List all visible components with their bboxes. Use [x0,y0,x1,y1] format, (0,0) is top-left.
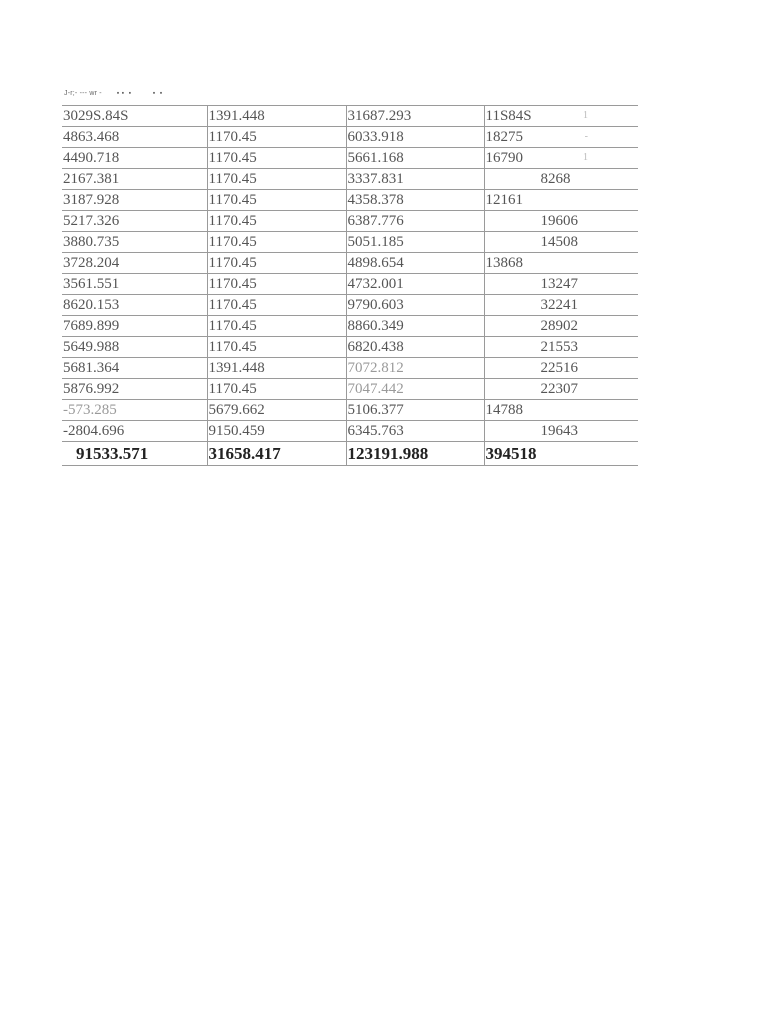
cell-value: 5679.662 [208,402,265,418]
cell-c2 [207,148,346,169]
table-row [62,253,638,274]
cell-c3 [346,421,484,442]
cell-value: 12161 [485,192,523,208]
cell-c2 [207,253,346,274]
cell-value: 14788 [485,402,523,418]
cell-c2 [207,169,346,190]
cell-value: 1170.45 [208,192,257,208]
cell-value: 7072.812 [347,360,404,376]
cell-value: 16790 [485,150,523,166]
cell-c4 [484,400,638,421]
cell-value: 5661.168 [347,150,404,166]
total-c2: 31658.417 [207,442,346,466]
table-row [62,169,638,190]
stray-mark: - [584,131,588,142]
table-row [62,421,638,442]
cell-value: 1170.45 [208,276,257,292]
cell-value: 1170.45 [208,381,257,397]
table-row [62,358,638,379]
cell-c2 [207,106,346,127]
cell-c4 [484,106,638,127]
cell-c4 [484,295,638,316]
cell-value: 1170.45 [208,150,257,166]
cell-c1 [62,400,207,421]
cell-value: 9150.459 [208,423,265,439]
table-row [62,211,638,232]
cell-c1 [62,337,207,358]
cell-c4 [484,211,638,232]
cell-c4 [484,358,638,379]
cell-c3 [346,295,484,316]
cell-c3 [346,106,484,127]
cell-c3 [346,211,484,232]
cell-value: 3337.831 [347,171,404,187]
cell-c3 [346,169,484,190]
cell-value: 32241 [540,297,578,313]
cell-value: 1170.45 [208,297,257,313]
cell-value: 4732.001 [347,276,404,292]
cell-c4 [484,232,638,253]
cell-value: 3728.204 [63,255,120,271]
cell-c3 [346,337,484,358]
cell-value: 28902 [540,318,578,334]
cell-c1 [62,295,207,316]
cell-value: 1170.45 [208,318,257,334]
cell-value: 3880.735 [63,234,120,250]
cell-c2 [207,295,346,316]
cell-value: 3561.551 [63,276,120,292]
total-c1: 91533.571 [62,442,207,466]
table-row [62,400,638,421]
cell-c3 [346,358,484,379]
cell-c3 [346,148,484,169]
cell-c3 [346,190,484,211]
cell-value: 7047.442 [347,381,404,397]
total-c3: 123191.988 [346,442,484,466]
cell-value: 1391.448 [208,360,265,376]
table-row [62,295,638,316]
cell-value: 4358.378 [347,192,404,208]
cell-value: 21553 [540,339,578,355]
table-row [62,379,638,400]
cell-c2 [207,358,346,379]
cell-value: 22307 [540,381,578,397]
cell-c3 [346,316,484,337]
cell-c1 [62,232,207,253]
cell-value: 5051.185 [347,234,404,250]
table-row [62,127,638,148]
cell-value: 1170.45 [208,171,257,187]
cell-value: 5106.377 [347,402,404,418]
cell-c2 [207,316,346,337]
cell-c4 [484,421,638,442]
cell-value: 6387.776 [347,213,404,229]
cell-value: 5876.992 [63,381,120,397]
cell-value: 1170.45 [208,255,257,271]
cell-value: 8860.349 [347,318,404,334]
cell-c2 [207,337,346,358]
cell-value: 22516 [540,360,578,376]
cell-value: 1391.448 [208,108,265,124]
cell-c1 [62,211,207,232]
cell-value: 11S84S [485,108,532,124]
cell-value: 19643 [540,423,578,439]
cell-c1 [62,169,207,190]
cell-value: 13247 [540,276,578,292]
cell-c3 [346,253,484,274]
cell-value: -2804.696 [63,423,125,439]
cell-value: 6345.763 [347,423,404,439]
cell-c1 [62,148,207,169]
cell-c3 [346,400,484,421]
cell-c2 [207,400,346,421]
cell-value: 2167.381 [63,171,120,187]
cell-c2 [207,190,346,211]
cell-c1 [62,127,207,148]
cell-value: 8620.153 [63,297,120,313]
cell-c1 [62,190,207,211]
cell-value: 4863.468 [63,129,120,145]
cell-value: 4898.654 [347,255,404,271]
cell-c2 [207,232,346,253]
cell-c4 [484,274,638,295]
cell-c3 [346,379,484,400]
cell-value: 8268 [540,171,571,187]
cell-c3 [346,274,484,295]
cell-c3 [346,127,484,148]
cell-c4 [484,190,638,211]
cell-value: 3029S.84S [63,108,129,124]
cell-c2 [207,127,346,148]
table-row [62,106,638,127]
cell-value: -573.285 [63,402,117,418]
cell-c4 [484,148,638,169]
cell-value: 13868 [485,255,523,271]
totals-row [62,442,638,466]
stray-mark: 1 [583,152,588,163]
cell-value: 5217.326 [63,213,120,229]
data-table [62,105,638,466]
cell-value: 5649.988 [63,339,120,355]
cell-c1 [62,274,207,295]
cell-c4 [484,379,638,400]
table-row [62,274,638,295]
cell-c2 [207,211,346,232]
stray-mark: 1 [583,110,588,121]
cell-value: 9790.603 [347,297,404,313]
table-row [62,337,638,358]
cell-value: 7689.899 [63,318,120,334]
cell-value: 31687.293 [347,108,412,124]
cell-value: 1170.45 [208,234,257,250]
cell-value: 18275 [485,129,523,145]
cell-c4 [484,127,638,148]
cell-c2 [207,379,346,400]
cell-c2 [207,274,346,295]
cell-value: 1170.45 [208,339,257,355]
cell-c1 [62,253,207,274]
cell-value: 4490.718 [63,150,120,166]
cell-c1 [62,421,207,442]
cell-value: 14508 [540,234,578,250]
header-scribble: J-r;- --- wr - ▪ ▪ ▪ ▪ ▪ [64,90,163,97]
cell-c1 [62,358,207,379]
cell-value: 1170.45 [208,213,257,229]
table-row [62,148,638,169]
table-row [62,316,638,337]
cell-value: 19606 [540,213,578,229]
cell-value: 6033.918 [347,129,404,145]
cell-c4 [484,169,638,190]
table-body [62,106,638,466]
cell-c3 [346,232,484,253]
cell-c4 [484,253,638,274]
cell-c4 [484,316,638,337]
cell-value: 6820.438 [347,339,404,355]
table-row [62,232,638,253]
cell-value: 1170.45 [208,129,257,145]
cell-c2 [207,421,346,442]
cell-c1 [62,316,207,337]
cell-c1 [62,379,207,400]
table-row [62,190,638,211]
cell-c4 [484,337,638,358]
total-c4: 394518 [484,442,638,466]
cell-value: 3187.928 [63,192,120,208]
cell-value: 5681.364 [63,360,120,376]
cell-c1 [62,106,207,127]
